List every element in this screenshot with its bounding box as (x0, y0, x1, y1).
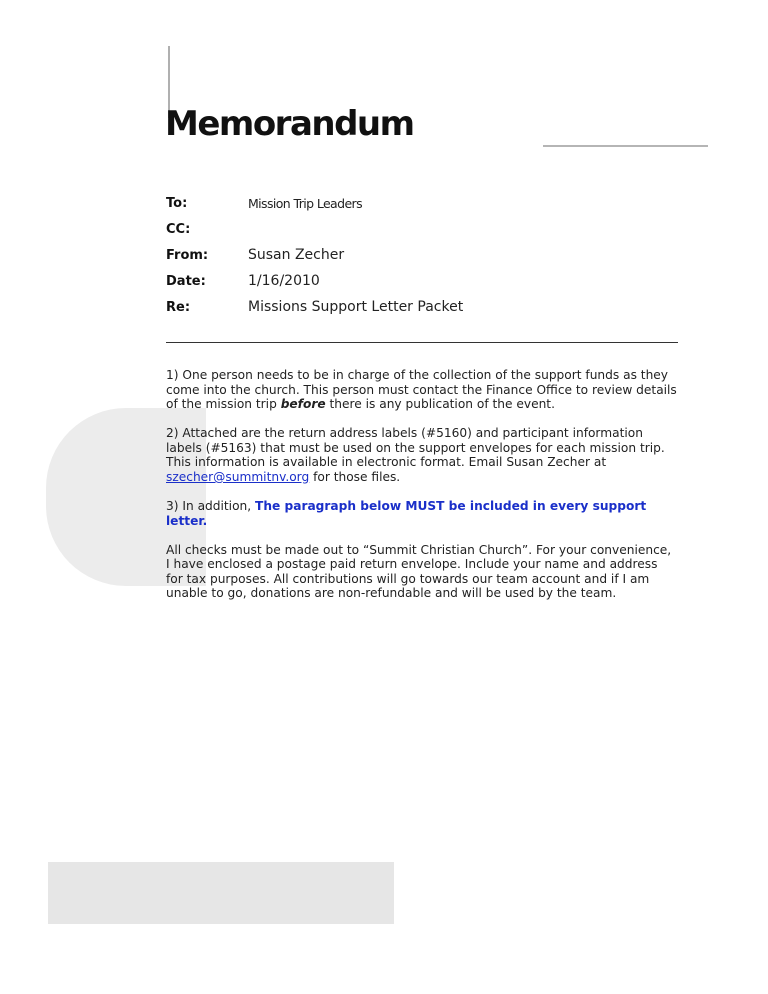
paragraph-1 (166, 368, 678, 412)
paragraph-2-text-c: for those files. (309, 469, 401, 484)
paragraph-4: All checks must be made out to “Summit Christian Church”. For your convenience, I have enclosed a postage paid return envelope. Include your name and address for tax purposes. All contributions will go towards our team account and if I am unable to go, donations are non-refundable and will be used by the team. (166, 542, 672, 601)
to-label: To: (166, 195, 188, 211)
paragraph-3 (166, 499, 678, 528)
paragraph-2-text-a: 2) Attached are the return address labels (#5160) and participant information labels (#5163) that must be used on the support envelopes for each mission trip. (166, 426, 665, 455)
to-value: Mission Trip Leaders (248, 195, 362, 211)
memo-header-fields (166, 190, 463, 320)
footer-shaded-box (48, 862, 394, 924)
from-value: Susan Zecher (248, 247, 345, 263)
date-value: 1/16/2010 (248, 273, 320, 289)
date-row (166, 268, 463, 294)
email-link[interactable]: szecher@summitnv.org (166, 469, 310, 484)
paragraph-2-text-b: This information is available in electronic format. Email Susan Zecher at (166, 455, 607, 470)
from-label: From: (166, 247, 209, 263)
memo-title: Memorandum (165, 104, 414, 144)
re-label: Re: (166, 299, 191, 315)
memo-body (166, 368, 678, 615)
paragraph-1-text-a: 1) One person needs to be in charge of the collection of the support funds as they come into the church. This person must contact the Finance Office to review details of the mission trip (166, 368, 677, 412)
date-label: Date: (166, 273, 206, 289)
from-row (166, 242, 463, 268)
paragraph-2 (166, 426, 678, 484)
cc-row (166, 216, 463, 242)
to-row (166, 190, 463, 216)
decorative-horizontal-rule (543, 145, 708, 147)
cc-label: CC: (166, 221, 191, 237)
paragraph-1-emphasis: before (280, 397, 326, 412)
header-divider (166, 342, 678, 343)
re-value: Missions Support Letter Packet (248, 299, 464, 315)
paragraph-3-required-notice: The paragraph below MUST be included in every support letter. (166, 498, 647, 528)
paragraph-1-text-b: there is any publication of the event. (325, 397, 555, 412)
paragraph-3-text-a: 3) In addition, (166, 498, 255, 513)
re-row (166, 294, 463, 320)
